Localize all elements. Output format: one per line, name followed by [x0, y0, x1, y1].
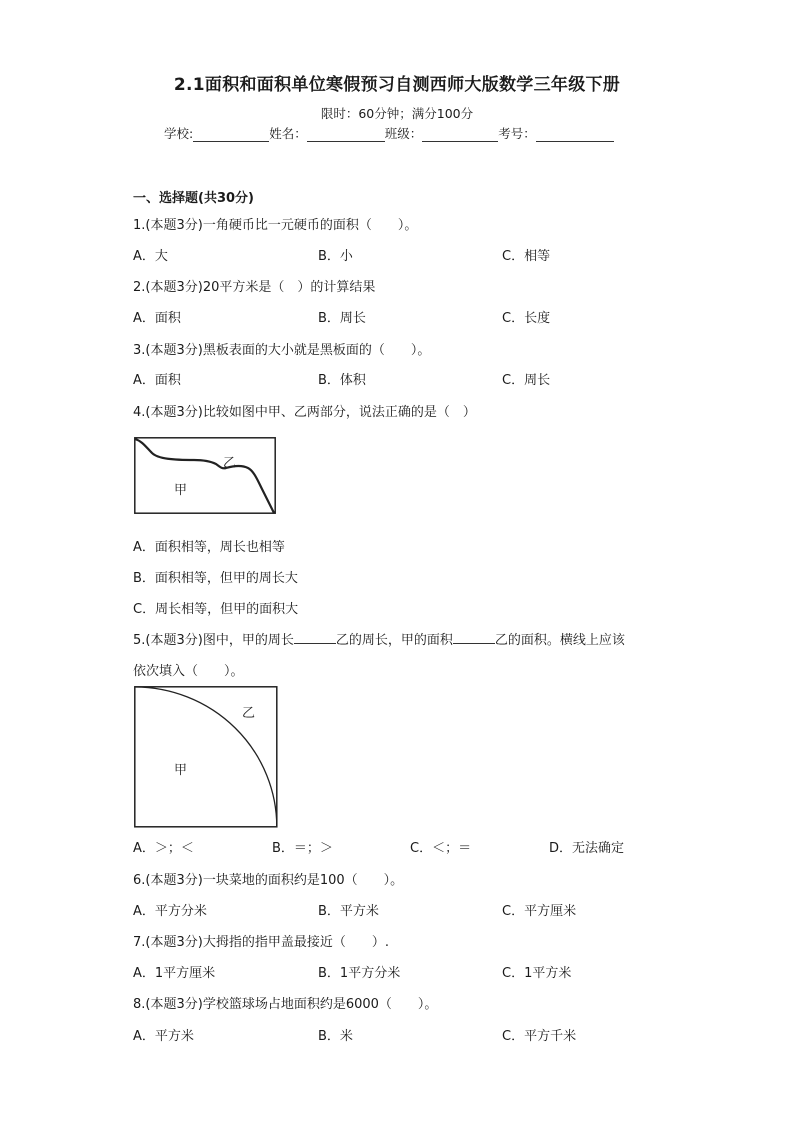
q7-option-b[interactable]: B．1平方分米: [318, 966, 401, 981]
class-blank[interactable]: [422, 127, 498, 142]
name-label: 姓名：: [269, 126, 307, 141]
question-8-stem: 8.(本题3分)学校篮球场占地面积约是6000（ ）。: [133, 997, 438, 1012]
q5-option-b[interactable]: B．＝；＞: [272, 841, 333, 856]
q6-option-c[interactable]: C．平方厘米: [502, 904, 577, 919]
q5-blank-1[interactable]: [294, 631, 336, 644]
question-5-stem-line2: 依次填入（ ）。: [133, 664, 244, 679]
q4-label-jia: 甲: [174, 483, 188, 498]
school-label: 学校:: [164, 126, 194, 141]
q7-option-a[interactable]: A．1平方厘米: [133, 966, 216, 981]
q2-option-b[interactable]: B．周长: [318, 311, 366, 326]
page-title: 2.1面积和面积单位寒假预习自测西师大版数学三年级下册: [173, 75, 621, 95]
question-5-stem: [133, 629, 625, 648]
q5-option-c[interactable]: C．＜；＝: [410, 841, 472, 856]
q5-label-jia: 甲: [174, 763, 188, 778]
q6-option-b[interactable]: B．平方米: [318, 904, 379, 919]
q7-option-c[interactable]: C．1平方米: [502, 966, 572, 981]
q5-stem-part1: 5.(本题3分)图中，甲的周长: [133, 633, 294, 648]
q2-option-c[interactable]: C．长度: [502, 311, 551, 326]
q2-option-a[interactable]: A．面积: [133, 311, 181, 326]
q4-option-c[interactable]: C．周长相等，但甲的面积大: [133, 602, 299, 617]
q4-figure: [134, 437, 276, 514]
q4-label-yi: 乙: [223, 456, 237, 471]
name-blank[interactable]: [307, 127, 385, 142]
q6-option-a[interactable]: A．平方分米: [133, 904, 207, 919]
class-label: 班级：: [384, 126, 423, 141]
question-1-stem: 1.(本题3分)一角硬币比一元硬币的面积（ ）。: [133, 218, 418, 233]
q5-stem-part2: 乙的周长，甲的面积: [335, 633, 453, 648]
q5-stem-part3: 乙的面积。横线上应该: [494, 633, 625, 648]
q3-option-a[interactable]: A．面积: [133, 373, 181, 388]
q3-option-c[interactable]: C．周长: [502, 373, 551, 388]
q4-option-a[interactable]: A．面积相等，周长也相等: [133, 540, 285, 555]
time-limit-text: 限时：60分钟；满分100分: [320, 106, 474, 121]
q8-option-b[interactable]: B．米: [318, 1029, 353, 1044]
student-info-row: [164, 124, 614, 142]
section-heading: 一、选择题(共30分): [133, 191, 254, 206]
q8-option-c[interactable]: C．平方千米: [502, 1029, 577, 1044]
exam-no-label: 考号：: [498, 126, 536, 141]
exam-no-blank[interactable]: [536, 127, 614, 142]
question-4-stem: 4.(本题3分)比较如图中甲、乙两部分，说法正确的是（ ）: [133, 405, 476, 420]
school-blank[interactable]: [193, 127, 269, 142]
question-6-stem: 6.(本题3分)一块菜地的面积约是100（ ）。: [133, 873, 404, 888]
q8-option-a[interactable]: A．平方米: [133, 1029, 194, 1044]
q5-label-yi: 乙: [242, 706, 256, 721]
q1-option-c[interactable]: C．相等: [502, 249, 551, 264]
q5-option-d[interactable]: D．无法确定: [549, 841, 625, 856]
question-7-stem: 7.(本题3分)大拇指的指甲盖最接近（ ）.: [133, 935, 389, 950]
q5-option-a[interactable]: A．＞；＜: [133, 841, 194, 856]
q5-figure: [134, 686, 278, 828]
q4-option-b[interactable]: B．面积相等，但甲的周长大: [133, 571, 298, 586]
q4-dividing-curve: [135, 439, 274, 513]
q5-figure-frame: [135, 687, 277, 827]
q5-quarter-arc: [135, 687, 277, 827]
q3-option-b[interactable]: B．体积: [318, 373, 366, 388]
question-3-stem: 3.(本题3分)黑板表面的大小就是黑板面的（ ）。: [133, 343, 431, 358]
question-2-stem: 2.(本题3分)20平方米是（ ）的计算结果: [133, 280, 376, 295]
q5-blank-2[interactable]: [453, 631, 495, 644]
q1-option-a[interactable]: A．大: [133, 249, 168, 264]
q1-option-b[interactable]: B．小: [318, 249, 353, 264]
